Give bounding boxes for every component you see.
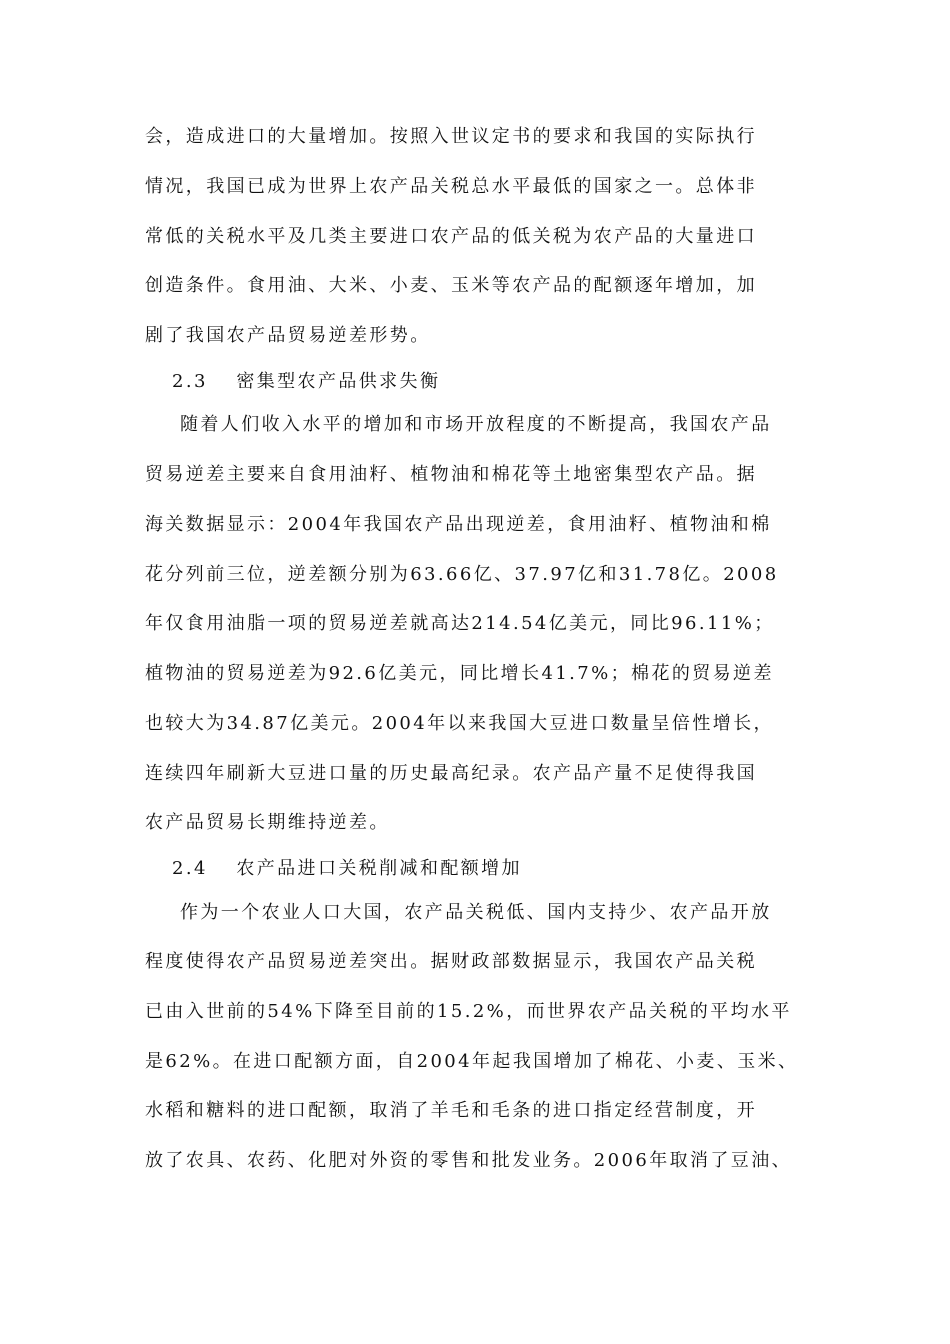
- paragraph-line: 是62%。在进口配额方面，自2004年起我国增加了棉花、小麦、玉米、: [145, 1051, 799, 1072]
- paragraph-line: 也较大为34.87亿美元。2004年以来我国大豆进口数量呈倍性增长，: [145, 713, 774, 734]
- paragraph-line: 植物油的贸易逆差为92.6亿美元，同比增长41.7%；棉花的贸易逆差: [145, 663, 774, 684]
- paragraph-line: 连续四年刷新大豆进口量的历史最高纪录。农产品产量不足使得我国: [145, 763, 757, 784]
- paragraph-line: 随着人们收入水平的增加和市场开放程度的不断提高，我国农产品: [180, 414, 772, 435]
- paragraph-line: 会，造成进口的大量增加。按照入世议定书的要求和我国的实际执行: [145, 126, 757, 147]
- paragraph-line: 年仅食用油脂一项的贸易逆差就高达214.54亿美元，同比96.11%；: [145, 613, 775, 634]
- paragraph-line: 水稻和糖料的进口配额，取消了羊毛和毛条的进口指定经营制度，开: [145, 1100, 757, 1121]
- section-heading-2-3: 2.3 密集型农产品供求失衡: [172, 371, 441, 392]
- paragraph-line: 常低的关税水平及几类主要进口农产品的低关税为农产品的大量进口: [145, 226, 757, 247]
- paragraph-line: 剧了我国农产品贸易逆差形势。: [145, 325, 431, 346]
- paragraph-line: 创造条件。食用油、大米、小麦、玉米等农产品的配额逐年增加，加: [145, 275, 757, 296]
- paragraph-line: 程度使得农产品贸易逆差突出。据财政部数据显示，我国农产品关税: [145, 951, 757, 972]
- paragraph-line: 农产品贸易长期维持逆差。: [145, 812, 390, 833]
- paragraph-line: 放了农具、农药、化肥对外资的零售和批发业务。2006年取消了豆油、: [145, 1150, 793, 1171]
- paragraph-line: 作为一个农业人口大国，农产品关税低、国内支持少、农产品开放: [180, 902, 772, 923]
- paragraph-line: 已由入世前的54%下降至目前的15.2%，而世界农产品关税的平均水平: [145, 1001, 792, 1022]
- paragraph-line: 贸易逆差主要来自食用油籽、植物油和棉花等土地密集型农产品。据: [145, 464, 757, 485]
- section-heading-2-4: 2.4 农产品进口关税削减和配额增加: [172, 858, 522, 879]
- paragraph-line: 花分列前三位，逆差额分别为63.66亿、37.97亿和31.78亿。2008: [145, 564, 779, 585]
- paragraph-line: 情况，我国已成为世界上农产品关税总水平最低的国家之一。总体非: [145, 176, 757, 197]
- paragraph-line: 海关数据显示：2004年我国农产品出现逆差，食用油籽、植物油和棉: [145, 514, 772, 535]
